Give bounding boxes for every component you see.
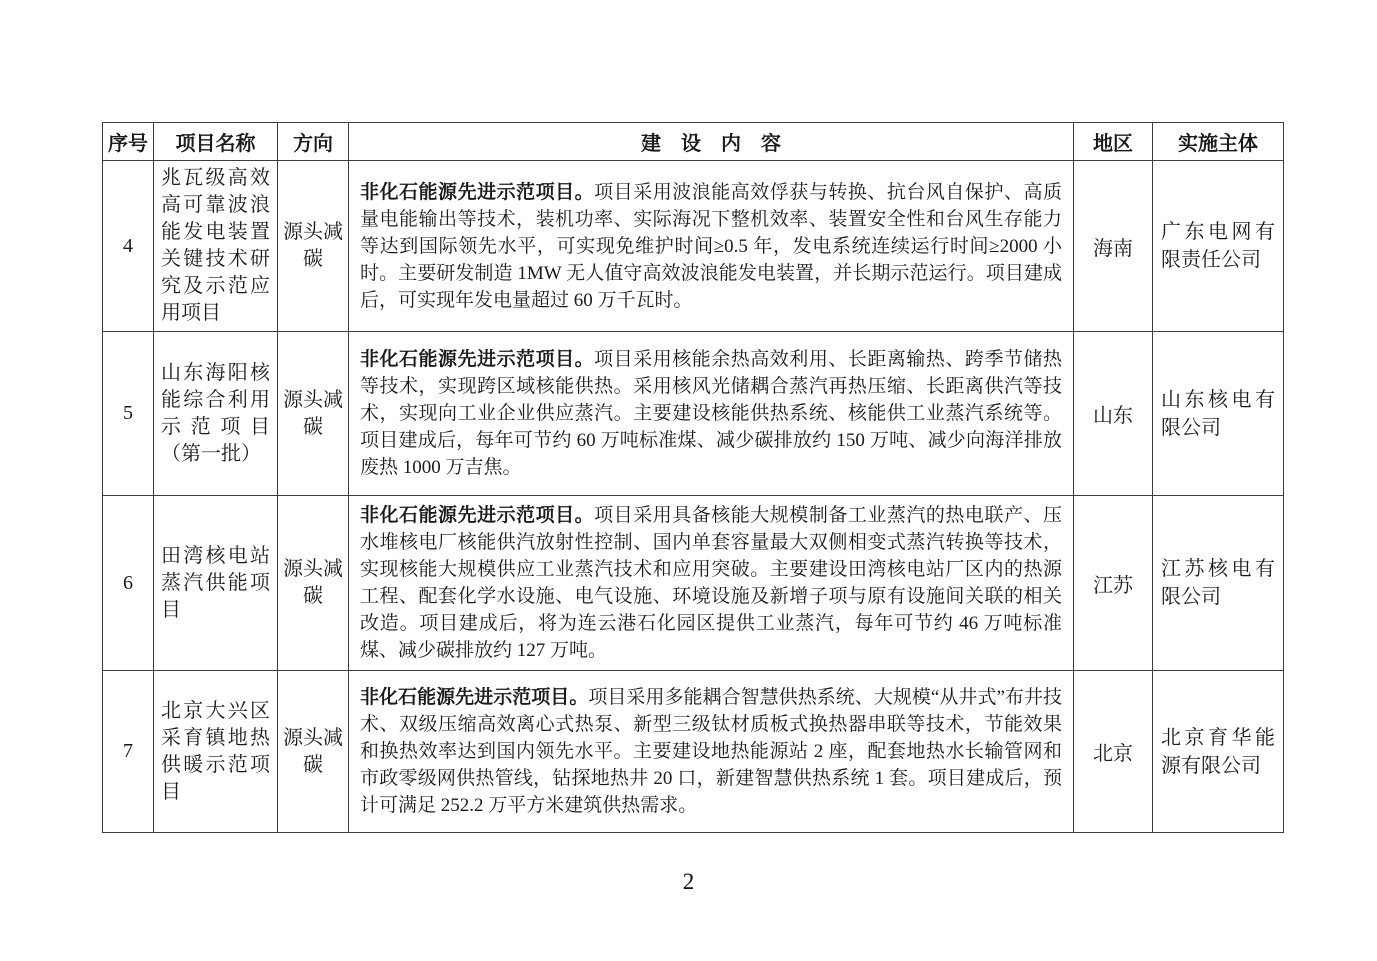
content-lead: 非化石能源先进示范项目。 <box>360 349 595 370</box>
header-region: 地区 <box>1074 123 1153 161</box>
content-body: 项目采用波浪能高效俘获与转换、抗台风自保护、高质量电能输出等技术，装机功率、实际海况下整机效率、装置安全性和台风生存能力等达到国际领先水平，可实现免维护时间≥0.5 年，发电系统连续运行时间≥2000 小时。主要研发制造 1MW 无人值守高效波浪能发电装置，并长期示范运行。项目建成后，可实现年发电量超过 60 万千瓦时。 <box>360 181 1062 311</box>
direction: 源头减碳 <box>278 161 349 332</box>
project-name: 兆瓦级高效高可靠波浪能发电装置关键技术研究及示范应用项目 <box>154 161 278 332</box>
page-number: 2 <box>682 869 695 894</box>
construction-content <box>349 332 1074 496</box>
region: 北京 <box>1074 671 1153 833</box>
content-body: 项目采用多能耦合智慧供热系统、大规模“从井式”布井技术、双级压缩高效离心式热泵、新型三级钛材质板式换热器串联等技术，节能效果和换热效率达到国内领先水平。主要建设地热能源站 2 座，配套地热水长输管网和市政零级网供热管线，钻探地热井 20 口，新建智慧供热系统 1 套。项目建成后，预计可满足 252.2 万平方米建筑供热需求。 <box>360 687 1062 816</box>
project-name: 山东海阳核能综合利用示范项目（第一批） <box>154 332 278 496</box>
project-name: 北京大兴区采育镇地热供暖示范项目 <box>154 671 278 833</box>
construction-content <box>349 671 1074 833</box>
row-no: 7 <box>103 671 154 833</box>
implementing-entity: 北京育华能源有限公司 <box>1153 671 1284 833</box>
header-content: 建 设 内 容 <box>349 123 1074 161</box>
region: 海南 <box>1074 161 1153 332</box>
row-no: 4 <box>103 161 154 332</box>
table-row <box>103 671 1284 833</box>
content-body: 项目采用核能余热高效利用、长距离输热、跨季节储热等技术，实现跨区域核能供热。采用核风光储耦合蒸汽再热压缩、长距离供汽等技术，实现向工业企业供应蒸汽。主要建设核能供热系统、核能供工业蒸汽系统等。项目建成后，每年可节约 60 万吨标准煤、减少碳排放约 150 万吨、减少向海洋排放废热 1000 万吉焦。 <box>360 349 1062 478</box>
implementing-entity: 广东电网有限责任公司 <box>1153 161 1284 332</box>
table-row <box>103 161 1284 332</box>
content-lead: 非化石能源先进示范项目。 <box>360 687 589 708</box>
table-row <box>103 332 1284 496</box>
header-entity: 实施主体 <box>1153 123 1284 161</box>
content-lead: 非化石能源先进示范项目。 <box>360 505 595 526</box>
implementing-entity: 江苏核电有限公司 <box>1153 496 1284 671</box>
content-lead: 非化石能源先进示范项目。 <box>360 181 595 203</box>
direction: 源头减碳 <box>278 671 349 833</box>
header-no: 序号 <box>103 123 154 161</box>
region: 山东 <box>1074 332 1153 496</box>
project-name: 田湾核电站蒸汽供能项目 <box>154 496 278 671</box>
projects-table <box>102 122 1284 833</box>
header-project-name: 项目名称 <box>154 123 278 161</box>
table-row <box>103 496 1284 671</box>
header-direction: 方向 <box>278 123 349 161</box>
row-no: 6 <box>103 496 154 671</box>
row-no: 5 <box>103 332 154 496</box>
content-body: 项目采用具备核能大规模制备工业蒸汽的热电联产、压水堆核电厂核能供汽放射性控制、国内单套容量最大双侧相变式蒸汽转换等技术，实现核能大规模供应工业蒸汽技术和应用突破。主要建设田湾核电站厂区内的热源工程、配套化学水设施、电气设施、环境设施及新增子项与原有设施间关联的相关改造。项目建成后，将为连云港石化园区提供工业蒸汽，每年可节约 46 万吨标准煤、减少碳排放约 127 万吨。 <box>360 505 1062 661</box>
table-header-row <box>103 123 1284 161</box>
direction: 源头减碳 <box>278 332 349 496</box>
region: 江苏 <box>1074 496 1153 671</box>
construction-content <box>349 496 1074 671</box>
construction-content <box>349 161 1074 332</box>
implementing-entity: 山东核电有限公司 <box>1153 332 1284 496</box>
direction: 源头减碳 <box>278 496 349 671</box>
